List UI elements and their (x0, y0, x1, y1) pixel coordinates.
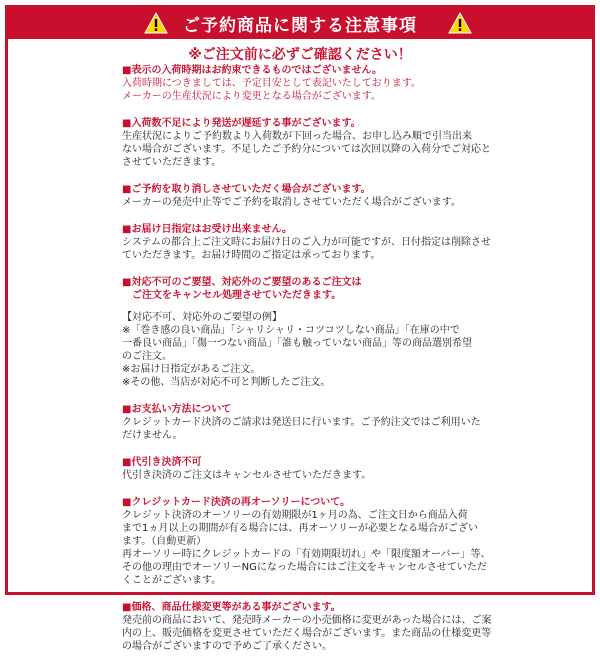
section-note: 入荷時期につきましては、予定目安として表記いたしております。 (122, 78, 421, 89)
section-text: 発売前の商品において、発売時メーカーの小売価格に変更があった場合には、ご案 (122, 615, 492, 626)
section-text: 内の上、販売価格を変更させていただく場合がございます。また商品の仕様変更等 (122, 628, 492, 639)
section-text: その他の理由でオーソリーNGになった場合にはご注文をキャンセルさせていただ (122, 562, 487, 573)
notice-section (122, 403, 488, 442)
section-note: メーカーの生産状況により変更となる場合がございます。 (122, 91, 381, 102)
notice-section (122, 117, 491, 169)
section-header: ■入荷数不足により発送が遅延する事がございます。 (122, 118, 361, 129)
notice-section (122, 496, 491, 587)
notice-panel (5, 5, 595, 652)
notice-section (122, 276, 488, 389)
section-text: システムの都合上ご注文時にお届け日のご入力が可能ですが、日付指定は削除させ (122, 237, 491, 248)
section-text: ていただきます。お届け時間のご指定は承っております。 (122, 250, 381, 261)
section-text: 再オーソリー時にクレジットカードの「有効期限切れ」や「限度額オーバー」等、 (122, 549, 491, 560)
section-header: ■ご予約を取り消しさせていただく場合がございます。 (122, 184, 371, 195)
section-text: させていただきます。 (122, 157, 222, 168)
section-text: クレジット決済のオーソリーの有効期限が1ヶ月の為、ご注文日から商品入荷 (122, 510, 468, 521)
section-header: ■表示の入荷時期はお約束できるものではございません。 (122, 65, 383, 76)
notice-section (122, 64, 488, 103)
section-text: ない場合がございます。不足したご予約分については次回以降の入荷分でご対応と (122, 144, 491, 155)
section-text: の場合がございますので予めご了承ください。 (122, 641, 332, 652)
notice-section (122, 183, 488, 209)
section-text: メーカーの発売中止等でご予約を取消しさせていただく場合がございます。 (122, 197, 461, 208)
section-text: だけません。 (122, 430, 183, 441)
notice-content (122, 64, 492, 667)
section-text: ※「巻き感の良い商品」「シャリシャリ・コツコツしない商品」「在庫の中で (122, 325, 460, 336)
section-text: ※その他、当店が対応不可と判断したご注文。 (122, 377, 331, 388)
section-text: 生産状況によりご予約数より入荷数が下回った場合、お申し込み順で引当出来 (122, 131, 472, 142)
section-header: ■お支払い方法について (122, 404, 232, 415)
section-text: 代引き決済のご注文はキャンセルさせていただきます。 (122, 470, 372, 481)
warning-icon (448, 12, 472, 34)
section-header: ご注文をキャンセル処理させていただきます。 (122, 290, 342, 301)
warning-icon (144, 12, 168, 34)
section-text: まで1ヵ月以上の期間が有る場合には、再オーソリーが必要となる場合がござい (122, 523, 478, 534)
notice-subtitle: ※ご注文前に必ずご確認ください！ (188, 47, 412, 63)
notice-section (122, 456, 488, 482)
section-text: 一番良い商品」「傷一つない商品」「誰も触っていない商品」等の商品選別希望 (122, 338, 472, 349)
banner-title: ご予約商品に関する注意事項 (183, 16, 417, 36)
section-header: ■対応不可のご要望、対応外のご要望のあるご注文は (122, 277, 362, 288)
notice-section (122, 223, 491, 262)
section-text: ます。（自動更新） (122, 536, 207, 547)
section-header: ■お届け日指定はお受け出来ません。 (122, 224, 293, 235)
section-text: のご注文。 (122, 351, 172, 362)
section-header: ■クレジットカード決済の再オーソリーについて。 (122, 497, 351, 508)
section-text: 【対応不可、対応外のご要望の例】 (122, 312, 282, 323)
section-text: クレジットカード決済のご請求は発送日に行います。ご予約注文ではご利用いた (122, 417, 481, 428)
section-text: くことがございます。 (122, 575, 222, 586)
section-header: ■代引き決済不可 (122, 457, 202, 468)
section-text: ※お届け日指定があるご注文。 (122, 364, 261, 375)
section-header: ■価格、商品仕様変更等がある事がございます。 (122, 602, 341, 613)
notice-banner (8, 8, 592, 39)
notice-section (122, 601, 492, 653)
